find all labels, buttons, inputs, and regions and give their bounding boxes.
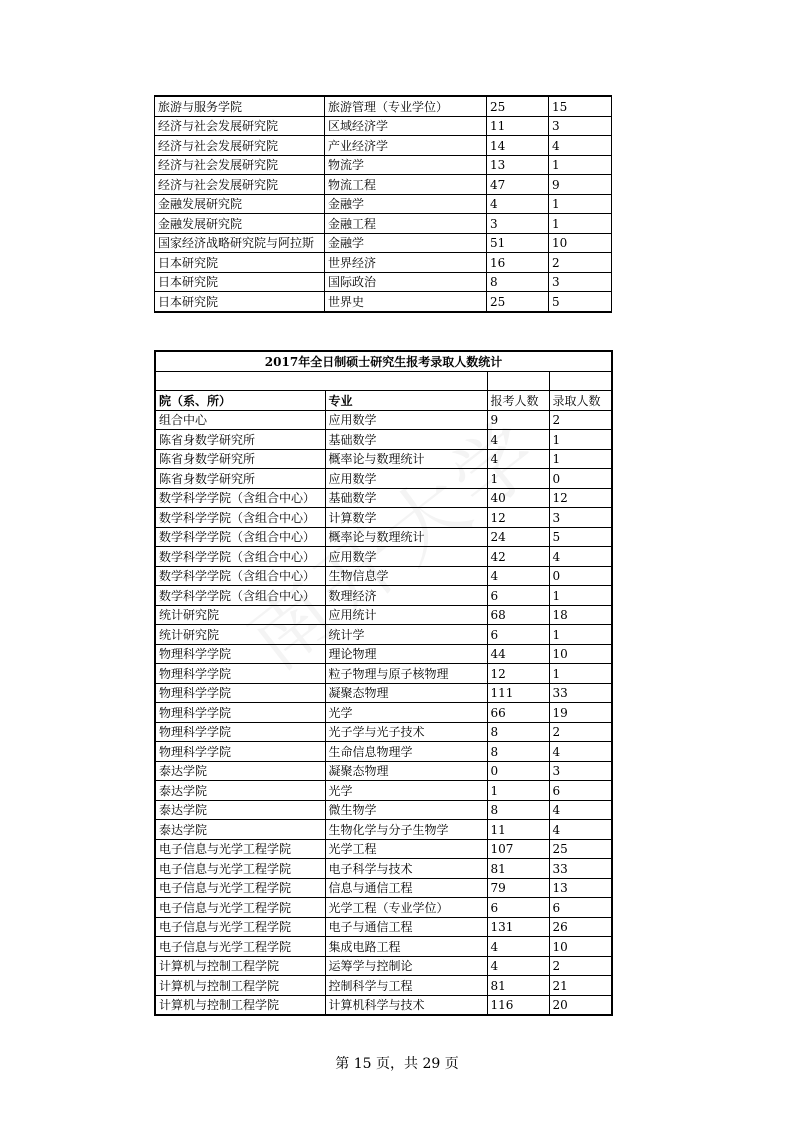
cell-admitted: 20 [549, 995, 612, 1015]
table-row [155, 664, 612, 684]
cell-applicants: 12 [487, 664, 549, 684]
cell-dept: 旅游与服务学院 [155, 96, 325, 116]
cell-applicants: 4 [487, 430, 549, 450]
cell-applicants: 6 [487, 898, 549, 918]
table-row [155, 625, 612, 645]
cell-dept: 电子信息与光学工程学院 [155, 859, 325, 879]
table-row [155, 214, 612, 234]
cell-major: 凝聚态物理 [325, 683, 487, 703]
cell-admitted: 10 [549, 233, 612, 253]
cell-major: 微生物学 [325, 800, 487, 820]
cell-dept: 数学科学学院（含组合中心） [155, 508, 325, 528]
cell-major: 理论物理 [325, 644, 487, 664]
cell-applicants: 81 [487, 859, 549, 879]
header-row [155, 391, 612, 411]
page-footer: 第 15 页，共 29 页 [335, 1056, 459, 1072]
cell-dept: 数学科学学院（含组合中心） [155, 586, 325, 606]
cell-admitted: 6 [549, 898, 612, 918]
cell-major: 数理经济 [325, 586, 487, 606]
cell-admitted: 3 [549, 116, 612, 136]
cell-applicants: 8 [487, 272, 549, 292]
cell-admitted: 1 [549, 430, 612, 450]
table-row [155, 175, 612, 195]
cell-dept: 日本研究院 [155, 272, 325, 292]
cell-applicants: 9 [487, 410, 549, 430]
cell-major: 概率论与数理统计 [325, 449, 487, 469]
cell-dept: 泰达学院 [155, 800, 325, 820]
cell-dept: 经济与社会发展研究院 [155, 116, 325, 136]
cell-admitted: 1 [549, 214, 612, 234]
table-row [155, 96, 612, 116]
cell-major: 物流工程 [325, 175, 487, 195]
cell-major: 区域经济学 [325, 116, 487, 136]
cell-major: 应用数学 [325, 469, 487, 489]
cell-applicants: 51 [487, 233, 549, 253]
cell-major: 金融学 [325, 233, 487, 253]
cell-dept: 物理科学学院 [155, 703, 325, 723]
cell-admitted: 9 [549, 175, 612, 195]
cell-admitted: 4 [549, 742, 612, 762]
cell-major: 产业经济学 [325, 136, 487, 156]
cell-applicants: 66 [487, 703, 549, 723]
cell-major: 金融工程 [325, 214, 487, 234]
cell-applicants: 8 [487, 800, 549, 820]
table-row [155, 761, 612, 781]
table-row [155, 136, 612, 156]
cell-major: 应用数学 [325, 410, 487, 430]
cell-dept: 电子信息与光学工程学院 [155, 917, 325, 937]
cell-major: 集成电路工程 [325, 937, 487, 957]
cell-applicants: 25 [487, 96, 549, 116]
table-row [155, 469, 612, 489]
cell-dept: 泰达学院 [155, 781, 325, 801]
cell-applicants: 14 [487, 136, 549, 156]
cell-dept: 统计研究院 [155, 605, 325, 625]
cell-admitted: 26 [549, 917, 612, 937]
cell-dept: 电子信息与光学工程学院 [155, 839, 325, 859]
table-row [155, 683, 612, 703]
table-row [155, 956, 612, 976]
cell-major: 粒子物理与原子核物理 [325, 664, 487, 684]
cell-major: 国际政治 [325, 272, 487, 292]
cell-admitted: 1 [549, 155, 612, 175]
cell-applicants: 4 [487, 449, 549, 469]
cell-dept: 数学科学学院（含组合中心） [155, 488, 325, 508]
table-row [155, 194, 612, 214]
table-row [155, 253, 612, 273]
blank-cell [155, 372, 487, 391]
cell-major: 凝聚态物理 [325, 761, 487, 781]
table-row [155, 878, 612, 898]
cell-dept: 物理科学学院 [155, 722, 325, 742]
cell-applicants: 11 [487, 820, 549, 840]
cell-dept: 电子信息与光学工程学院 [155, 878, 325, 898]
cell-admitted: 10 [549, 644, 612, 664]
cell-dept: 电子信息与光学工程学院 [155, 937, 325, 957]
cell-admitted: 10 [549, 937, 612, 957]
table-row [155, 937, 612, 957]
cell-applicants: 13 [487, 155, 549, 175]
cell-major: 应用统计 [325, 605, 487, 625]
cell-applicants: 107 [487, 839, 549, 859]
table-row [155, 488, 612, 508]
cell-admitted: 19 [549, 703, 612, 723]
cell-major: 概率论与数理统计 [325, 527, 487, 547]
cell-major: 光学工程（专业学位） [325, 898, 487, 918]
cell-dept: 经济与社会发展研究院 [155, 136, 325, 156]
cell-dept: 金融发展研究院 [155, 194, 325, 214]
blank-cell [487, 372, 549, 391]
table-row [155, 800, 612, 820]
cell-major: 信息与通信工程 [325, 878, 487, 898]
cell-admitted: 15 [549, 96, 612, 116]
blank-cell [549, 372, 612, 391]
cell-dept: 计算机与控制工程学院 [155, 956, 325, 976]
table-row [155, 155, 612, 175]
cell-dept: 数学科学学院（含组合中心） [155, 527, 325, 547]
cell-admitted: 4 [549, 800, 612, 820]
cell-applicants: 47 [487, 175, 549, 195]
table-row [155, 839, 612, 859]
cell-applicants: 8 [487, 722, 549, 742]
cell-dept: 计算机与控制工程学院 [155, 976, 325, 996]
cell-admitted: 1 [549, 625, 612, 645]
cell-admitted: 4 [549, 820, 612, 840]
table-row [155, 508, 612, 528]
table-row [155, 430, 612, 450]
cell-major: 金融学 [325, 194, 487, 214]
cell-admitted: 0 [549, 469, 612, 489]
cell-applicants: 116 [487, 995, 549, 1015]
table-row [155, 859, 612, 879]
table-row [155, 292, 612, 312]
table-row [155, 272, 612, 292]
cell-dept: 电子信息与光学工程学院 [155, 898, 325, 918]
cell-admitted: 3 [549, 761, 612, 781]
cell-dept: 物理科学学院 [155, 683, 325, 703]
cell-dept: 陈省身数学研究所 [155, 430, 325, 450]
cell-major: 统计学 [325, 625, 487, 645]
cell-dept: 统计研究院 [155, 625, 325, 645]
cell-applicants: 3 [487, 214, 549, 234]
header-major: 专业 [325, 391, 487, 411]
cell-admitted: 33 [549, 683, 612, 703]
cell-dept: 物理科学学院 [155, 644, 325, 664]
table-title: 2017年全日制硕士研究生报考录取人数统计 [155, 351, 612, 372]
admission-stats-table [154, 350, 613, 1016]
header-applicants: 报考人数 [487, 391, 549, 411]
cell-dept: 物理科学学院 [155, 742, 325, 762]
cell-applicants: 4 [487, 566, 549, 586]
cell-admitted: 33 [549, 859, 612, 879]
cell-applicants: 111 [487, 683, 549, 703]
cell-dept: 国家经济战略研究院与阿拉斯 [155, 233, 325, 253]
cell-admitted: 18 [549, 605, 612, 625]
cell-dept: 组合中心 [155, 410, 325, 430]
cell-major: 控制科学与工程 [325, 976, 487, 996]
table-row [155, 917, 612, 937]
cell-dept: 泰达学院 [155, 820, 325, 840]
table-row [155, 703, 612, 723]
cell-admitted: 5 [549, 292, 612, 312]
cell-admitted: 13 [549, 878, 612, 898]
header-admitted: 录取人数 [549, 391, 612, 411]
cell-major: 光学 [325, 703, 487, 723]
cell-applicants: 16 [487, 253, 549, 273]
cell-dept: 金融发展研究院 [155, 214, 325, 234]
cell-applicants: 0 [487, 761, 549, 781]
cell-applicants: 81 [487, 976, 549, 996]
table-row [155, 781, 612, 801]
cell-applicants: 4 [487, 937, 549, 957]
cell-admitted: 0 [549, 566, 612, 586]
cell-major: 电子科学与技术 [325, 859, 487, 879]
cell-admitted: 1 [549, 586, 612, 606]
table-row [155, 410, 612, 430]
cell-major: 生命信息物理学 [325, 742, 487, 762]
table-row [155, 644, 612, 664]
cell-applicants: 8 [487, 742, 549, 762]
cell-applicants: 11 [487, 116, 549, 136]
cell-applicants: 4 [487, 956, 549, 976]
cell-admitted: 25 [549, 839, 612, 859]
cell-admitted: 2 [549, 722, 612, 742]
cell-dept: 泰达学院 [155, 761, 325, 781]
cell-admitted: 2 [549, 956, 612, 976]
cell-dept: 经济与社会发展研究院 [155, 175, 325, 195]
cell-admitted: 4 [549, 547, 612, 567]
table-row [155, 449, 612, 469]
cell-admitted: 3 [549, 272, 612, 292]
cell-applicants: 1 [487, 781, 549, 801]
cell-applicants: 131 [487, 917, 549, 937]
cell-major: 世界经济 [325, 253, 487, 273]
cell-applicants: 42 [487, 547, 549, 567]
table-row [155, 976, 612, 996]
cell-admitted: 2 [549, 410, 612, 430]
cell-dept: 数学科学学院（含组合中心） [155, 566, 325, 586]
cell-applicants: 68 [487, 605, 549, 625]
cell-major: 物流学 [325, 155, 487, 175]
cell-major: 旅游管理（专业学位） [325, 96, 487, 116]
cell-applicants: 4 [487, 194, 549, 214]
table-row [155, 742, 612, 762]
cell-applicants: 44 [487, 644, 549, 664]
cell-major: 运筹学与控制论 [325, 956, 487, 976]
table-row [155, 820, 612, 840]
cell-dept: 陈省身数学研究所 [155, 469, 325, 489]
header-dept: 院（系、所） [155, 391, 325, 411]
cell-applicants: 25 [487, 292, 549, 312]
cell-major: 计算机科学与技术 [325, 995, 487, 1015]
cell-admitted: 21 [549, 976, 612, 996]
cell-applicants: 1 [487, 469, 549, 489]
cell-applicants: 79 [487, 878, 549, 898]
cell-major: 光学 [325, 781, 487, 801]
cell-applicants: 40 [487, 488, 549, 508]
cell-major: 基础数学 [325, 430, 487, 450]
cell-dept: 数学科学学院（含组合中心） [155, 547, 325, 567]
table-row [155, 233, 612, 253]
cell-dept: 陈省身数学研究所 [155, 449, 325, 469]
cell-admitted: 5 [549, 527, 612, 547]
cell-major: 基础数学 [325, 488, 487, 508]
cell-dept: 计算机与控制工程学院 [155, 995, 325, 1015]
table-row [155, 898, 612, 918]
cell-admitted: 3 [549, 508, 612, 528]
table-row [155, 116, 612, 136]
cell-admitted: 4 [549, 136, 612, 156]
table-row [155, 566, 612, 586]
cell-dept: 物理科学学院 [155, 664, 325, 684]
cell-major: 电子与通信工程 [325, 917, 487, 937]
cell-major: 光子学与光子技术 [325, 722, 487, 742]
cell-dept: 日本研究院 [155, 292, 325, 312]
cell-major: 光学工程 [325, 839, 487, 859]
cell-applicants: 6 [487, 586, 549, 606]
table-row [155, 527, 612, 547]
cell-admitted: 6 [549, 781, 612, 801]
cell-major: 计算数学 [325, 508, 487, 528]
table-row [155, 547, 612, 567]
cell-admitted: 1 [549, 664, 612, 684]
cell-applicants: 24 [487, 527, 549, 547]
cell-major: 生物信息学 [325, 566, 487, 586]
table-row [155, 586, 612, 606]
table-row [155, 605, 612, 625]
cell-admitted: 2 [549, 253, 612, 273]
cell-admitted: 1 [549, 194, 612, 214]
cell-major: 世界史 [325, 292, 487, 312]
cell-admitted: 12 [549, 488, 612, 508]
table-continued [154, 95, 612, 313]
table-row [155, 722, 612, 742]
cell-dept: 经济与社会发展研究院 [155, 155, 325, 175]
cell-applicants: 12 [487, 508, 549, 528]
cell-admitted: 1 [549, 449, 612, 469]
cell-applicants: 6 [487, 625, 549, 645]
cell-major: 应用数学 [325, 547, 487, 567]
table-row [155, 995, 612, 1015]
cell-dept: 日本研究院 [155, 253, 325, 273]
cell-major: 生物化学与分子生物学 [325, 820, 487, 840]
